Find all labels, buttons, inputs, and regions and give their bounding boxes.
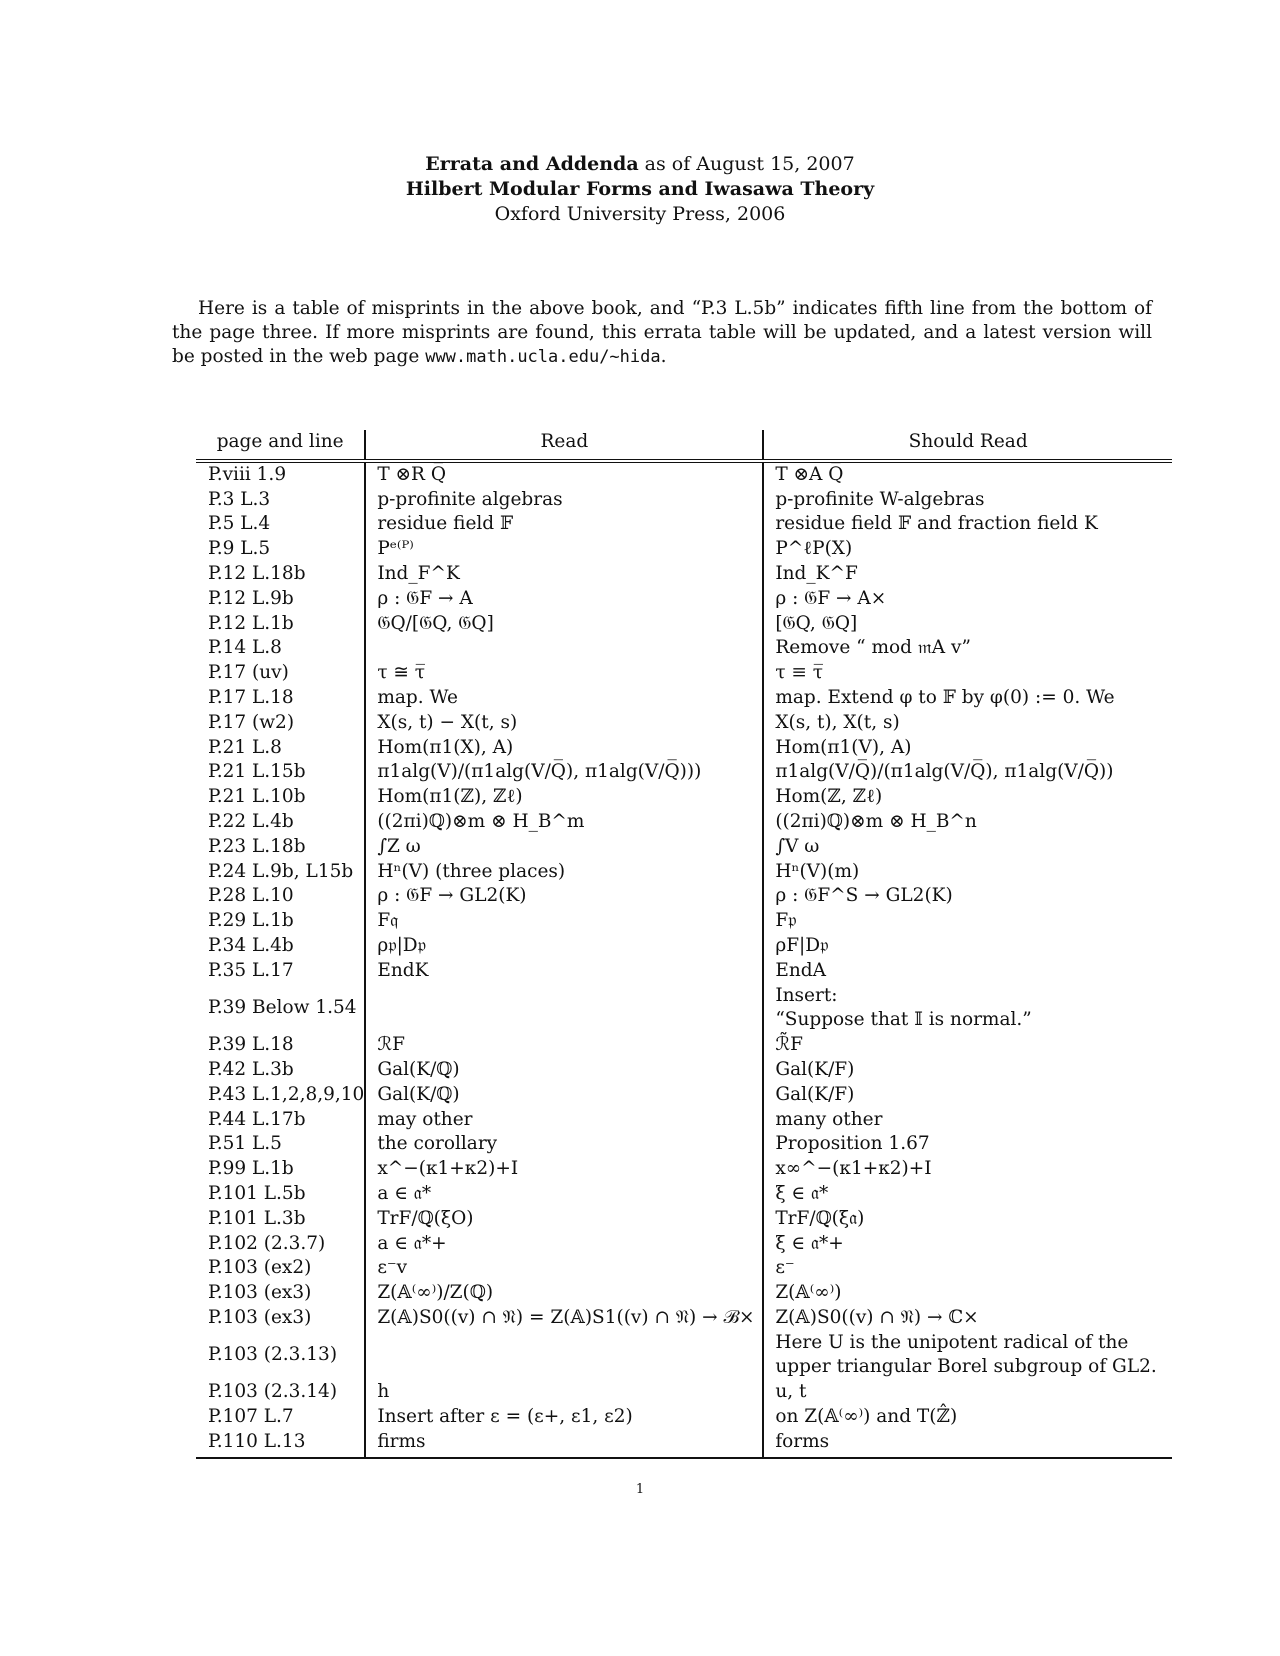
page-and-line-cell: P.43 L.1,2,8,9,10 — [196, 1083, 365, 1108]
table-row — [196, 835, 1172, 860]
read-cell: ℛF — [365, 1033, 763, 1058]
header-should-read: Should Read — [763, 430, 1172, 461]
table-row — [196, 909, 1172, 934]
should-read-cell — [763, 1331, 1172, 1381]
table-row — [196, 1207, 1172, 1232]
page-and-line-cell: P.21 L.15b — [196, 760, 365, 785]
should-read-cell: [𝔊Q, 𝔊Q] — [775, 612, 858, 634]
read-cell: x^−(κ1+κ2)+I — [365, 1157, 763, 1182]
web-page-url: www.math.ucla.edu/~hida — [425, 347, 661, 367]
read-cell: X(s, t) − X(t, s) — [365, 711, 763, 736]
page-and-line-cell: P.39 Below 1.54 — [196, 984, 365, 1034]
should-read-line: Here U is the unipotent radical of the — [775, 1331, 1129, 1353]
page-and-line-cell: P.103 (2.3.13) — [196, 1331, 365, 1381]
read-cell: ρ : 𝔊F → GL2(K) — [365, 884, 763, 909]
table-row — [196, 636, 1172, 661]
table-row — [196, 488, 1172, 513]
table-row — [196, 587, 1172, 612]
should-read-cell: Hⁿ(V)(m) — [775, 860, 860, 882]
read-cell: residue field 𝔽 — [365, 512, 763, 537]
table-row — [196, 736, 1172, 761]
read-cell: ((2πi)ℚ)⊗m ⊗ H_B^m — [365, 810, 763, 835]
page-and-line-cell: P.28 L.10 — [196, 884, 365, 909]
read-cell: Gal(K/ℚ) — [365, 1058, 763, 1083]
table-row — [196, 959, 1172, 984]
should-read-cell: p-profinite W-algebras — [775, 488, 985, 510]
should-read-cell: x∞^−(κ1+κ2)+I — [775, 1158, 932, 1180]
page-and-line-cell: P.44 L.17b — [196, 1108, 365, 1133]
table-row — [196, 860, 1172, 885]
should-read-cell: TrF/ℚ(ξ𝔞) — [775, 1207, 865, 1229]
should-read-line: Insert: — [775, 984, 838, 1006]
table-row — [196, 1157, 1172, 1182]
read-cell: Insert after ε = (ε+, ε1, ε2) — [365, 1405, 763, 1430]
page-number: 1 — [635, 1482, 645, 1497]
should-read-cell: Ind_K^F — [775, 562, 858, 584]
page-and-line-cell: P.viii 1.9 — [196, 461, 365, 488]
page-and-line-cell: P.110 L.13 — [196, 1430, 365, 1458]
read-cell: may other — [365, 1108, 763, 1133]
read-cell: Gal(K/ℚ) — [365, 1083, 763, 1108]
read-cell: the corollary — [365, 1132, 763, 1157]
should-read-cell: ρF|D𝔭 — [775, 934, 829, 956]
page-and-line-cell: P.9 L.5 — [196, 537, 365, 562]
should-read-cell: ∫V ω — [775, 835, 820, 857]
page-and-line-cell: P.24 L.9b, L15b — [196, 860, 365, 885]
page-and-line-cell: P.21 L.10b — [196, 785, 365, 810]
table-row — [196, 1380, 1172, 1405]
header-read: Read — [365, 430, 763, 461]
table-row — [196, 884, 1172, 909]
book-title: Hilbert Modular Forms and Iwasawa Theory — [405, 178, 875, 200]
page-and-line-cell: P.34 L.4b — [196, 934, 365, 959]
page-and-line-cell: P.39 L.18 — [196, 1033, 365, 1058]
read-cell: F𝔮 — [365, 909, 763, 934]
table-row — [196, 711, 1172, 736]
should-read-cell — [763, 984, 1172, 1034]
table-row — [196, 1405, 1172, 1430]
read-cell: EndK — [365, 959, 763, 984]
page-and-line-cell: P.42 L.3b — [196, 1058, 365, 1083]
page-and-line-cell: P.21 L.8 — [196, 736, 365, 761]
table-row — [196, 661, 1172, 686]
should-read-cell: ε⁻ — [775, 1257, 795, 1279]
header-page-and-line: page and line — [196, 430, 365, 461]
should-read-cell: EndA — [775, 959, 826, 981]
should-read-cell: ((2πi)ℚ)⊗m ⊗ H_B^n — [775, 810, 977, 832]
page-and-line-cell: P.102 (2.3.7) — [196, 1232, 365, 1257]
should-read-cell: on Z(𝔸⁽∞⁾) and T(ℤ̂) — [775, 1406, 958, 1428]
table-row — [196, 984, 1172, 1034]
read-cell: π1alg(V)/(π1alg(V/Q̅), π1alg(V/Q̅))) — [365, 760, 763, 785]
should-read-cell: X(s, t), X(t, s) — [775, 711, 900, 733]
table-row — [196, 1033, 1172, 1058]
page-and-line-cell: P.35 L.17 — [196, 959, 365, 984]
should-read-cell: map. Extend φ to 𝔽 by φ(0) := 0. We — [775, 686, 1115, 708]
should-read-cell: Hom(ℤ, ℤℓ) — [775, 786, 883, 808]
should-read-line: “Suppose that 𝕀 is normal.” — [775, 1009, 1032, 1031]
page-and-line-cell: P.23 L.18b — [196, 835, 365, 860]
read-cell: Hⁿ(V) (three places) — [365, 860, 763, 885]
table-row — [196, 1132, 1172, 1157]
should-read-cell: ρ : 𝔊F^S → GL2(K) — [775, 885, 953, 907]
page-and-line-cell: P.3 L.3 — [196, 488, 365, 513]
should-read-cell: Remove “ mod 𝔪A v” — [775, 637, 971, 659]
should-read-cell: P^ℓP(X) — [775, 538, 853, 560]
should-read-cell: T ⊗A Q̅ — [775, 463, 844, 485]
table-header-row — [196, 430, 1172, 461]
read-cell: ρ𝔭|D𝔭 — [365, 934, 763, 959]
should-read-cell: ξ ∈ 𝔞*+ — [775, 1232, 844, 1254]
should-read-cell: Proposition 1.67 — [775, 1133, 930, 1155]
read-cell — [365, 1331, 763, 1381]
table-row — [196, 1256, 1172, 1281]
read-cell: 𝔊Q/[𝔊Q, 𝔊Q] — [365, 612, 763, 637]
header-line-1: Errata and Addenda as of August 15, 2007 — [425, 153, 855, 175]
should-read-cell: residue field 𝔽 and fraction field K — [775, 513, 1098, 535]
page-and-line-cell: P.22 L.4b — [196, 810, 365, 835]
should-read-cell: Gal(K/F) — [775, 1083, 855, 1105]
read-cell: ∫Z ω — [365, 835, 763, 860]
table-row — [196, 461, 1172, 488]
page-and-line-cell: P.107 L.7 — [196, 1405, 365, 1430]
read-cell: h — [365, 1380, 763, 1405]
page-and-line-cell: P.103 (ex2) — [196, 1256, 365, 1281]
table-row — [196, 760, 1172, 785]
should-read-cell: u, t — [775, 1381, 807, 1403]
table-row — [196, 785, 1172, 810]
read-cell: T ⊗R Q̅ — [365, 461, 763, 488]
page-and-line-cell: P.17 (w2) — [196, 711, 365, 736]
read-cell — [365, 636, 763, 661]
table-row — [196, 1430, 1172, 1458]
table-row — [196, 1281, 1172, 1306]
should-read-cell: Gal(K/F) — [775, 1058, 855, 1080]
read-cell: map. We — [365, 686, 763, 711]
should-read-cell: ρ : 𝔊F → A× — [775, 587, 887, 609]
should-read-cell: τ ≡ τ̅ — [775, 662, 824, 684]
should-read-line: upper triangular Borel subgroup of GL2. — [775, 1356, 1157, 1378]
read-cell: Hom(π1(ℤ), ℤℓ) — [365, 785, 763, 810]
page-and-line-cell: P.103 (2.3.14) — [196, 1380, 365, 1405]
page-and-line-cell: P.12 L.18b — [196, 562, 365, 587]
read-cell: a ∈ 𝔞*+ — [365, 1232, 763, 1257]
read-cell: Hom(π1(X), A) — [365, 736, 763, 761]
page-and-line-cell: P.99 L.1b — [196, 1157, 365, 1182]
table-row — [196, 1306, 1172, 1331]
should-read-cell: Hom(π1(V), A) — [775, 736, 912, 758]
page-and-line-cell: P.101 L.5b — [196, 1182, 365, 1207]
page-and-line-cell: P.5 L.4 — [196, 512, 365, 537]
should-read-cell: ξ ∈ 𝔞* — [775, 1182, 829, 1204]
publisher-line: Oxford University Press, 2006 — [494, 203, 786, 225]
read-cell: TrF/ℚ(ξO) — [365, 1207, 763, 1232]
read-cell: p-profinite algebras — [365, 488, 763, 513]
table-row — [196, 537, 1172, 562]
table-row — [196, 810, 1172, 835]
table-row — [196, 1182, 1172, 1207]
table-row — [196, 934, 1172, 959]
read-cell: Pᵉ⁽ᴾ⁾ — [365, 537, 763, 562]
should-read-cell: π1alg(V/Q̅)/(π1alg(V/Q̅), π1alg(V/Q̅)) — [775, 761, 1114, 783]
page-and-line-cell: P.101 L.3b — [196, 1207, 365, 1232]
page-and-line-cell: P.103 (ex3) — [196, 1306, 365, 1331]
table-row — [196, 1058, 1172, 1083]
page-and-line-cell: P.12 L.9b — [196, 587, 365, 612]
page-and-line-cell: P.51 L.5 — [196, 1132, 365, 1157]
table-row — [196, 1331, 1172, 1381]
read-cell: ε⁻v — [365, 1256, 763, 1281]
read-cell: a ∈ 𝔞* — [365, 1182, 763, 1207]
table-row — [196, 1083, 1172, 1108]
page-and-line-cell: P.103 (ex3) — [196, 1281, 365, 1306]
read-cell: Ind_F^K — [365, 562, 763, 587]
errata-table — [196, 430, 1172, 1459]
page-and-line-cell: P.29 L.1b — [196, 909, 365, 934]
read-cell: firms — [365, 1430, 763, 1458]
errata-rows — [196, 461, 1172, 1458]
page-and-line-cell: P.14 L.8 — [196, 636, 365, 661]
should-read-cell: Z(𝔸⁽∞⁾) — [775, 1282, 842, 1304]
table-row — [196, 512, 1172, 537]
read-cell — [365, 984, 763, 1034]
table-row — [196, 686, 1172, 711]
page-and-line-cell: P.12 L.1b — [196, 612, 365, 637]
table-row — [196, 1108, 1172, 1133]
intro-paragraph: Here is a table of misprints in the above book, and “P.3 L.5b” indicates fifth line from the bottom of the page three. If more misprints are found, this errata table will be updated, and a latest version will be posted in the web page www.math.ucla.edu/~hida. — [172, 298, 1152, 367]
table-row — [196, 1232, 1172, 1257]
should-read-cell: forms — [763, 1430, 1172, 1458]
should-read-cell: many other — [775, 1108, 883, 1130]
should-read-cell: Z(𝔸)S0((v) ∩ 𝔑) → ℂ× — [775, 1306, 979, 1328]
page-and-line-cell: P.17 L.18 — [196, 686, 365, 711]
should-read-cell: ℛ̃F — [775, 1034, 803, 1056]
read-cell: Z(𝔸)S0((v) ∩ 𝔑) = Z(𝔸)S1((v) ∩ 𝔑) → ℬ× — [365, 1306, 763, 1331]
table-row — [196, 612, 1172, 637]
table-row — [196, 562, 1172, 587]
read-cell: Z(𝔸⁽∞⁾)/Z(ℚ) — [365, 1281, 763, 1306]
read-cell: τ ≅ τ̅ — [365, 661, 763, 686]
page-and-line-cell: P.17 (uv) — [196, 661, 365, 686]
read-cell: ρ : 𝔊F → A — [365, 587, 763, 612]
should-read-cell: F𝔭 — [775, 910, 797, 932]
document-header — [0, 152, 1280, 227]
